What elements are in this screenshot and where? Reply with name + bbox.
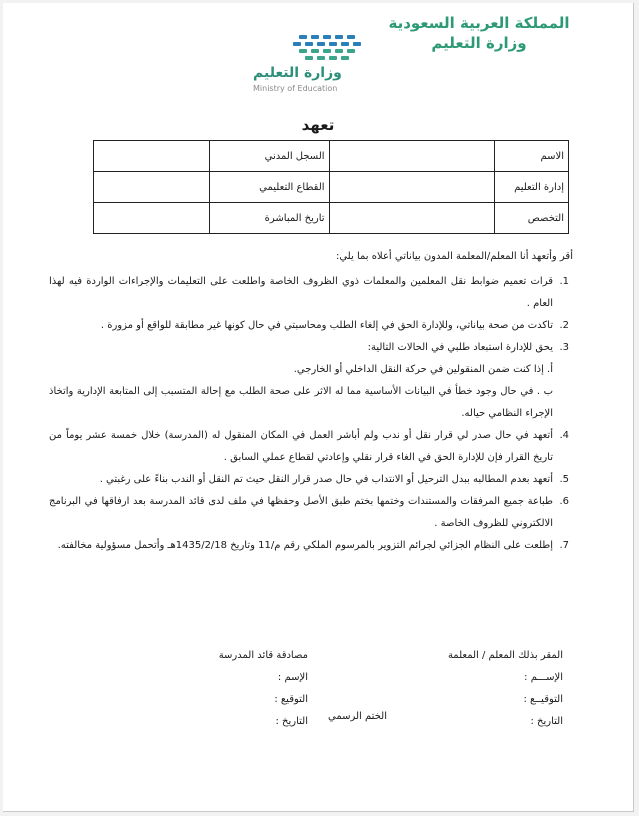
name-label: الاسم [494,141,568,172]
item-number: 7. [559,540,569,551]
principal-name-label: الإسم : [277,672,308,683]
item-number: 2. [559,320,569,331]
logo-dots-icon [239,29,381,65]
pledge-items [49,271,569,557]
list-item [49,469,569,491]
specialty-value[interactable] [329,203,494,234]
principal-date-label: التاريخ : [275,716,308,727]
edu-admin-label: إدارة التعليم [494,172,568,203]
principal-signature-block [178,645,308,733]
name-value[interactable] [329,141,494,172]
item-text: أتعهد بعدم المطالبه ببدل الترحيل أو الانتداب في حال صدر قرار النقل حيث تم النقل أو الندب بناءً على رغبتي . [99,474,553,485]
item-text: يحق للإدارة استبعاد طلبي في الحالات التالية: [367,342,553,353]
teacher-signature-label: التوقيــع : [523,694,563,705]
teacher-heading: المقر بذلك المعلم / المعلمة [447,650,563,661]
edu-admin-value[interactable] [329,172,494,203]
civil-record-label: السجل المدني [210,141,329,172]
kingdom-name: المملكة العربية السعودية [388,14,570,32]
principal-heading: مصادقة قائد المدرسة [218,650,308,661]
list-item [49,491,569,535]
teacher-signature-block [413,645,563,733]
official-seal-label: الختم الرسمي [328,711,387,722]
document-page [3,3,634,812]
table-row [94,141,569,172]
start-date-label: تاريخ المباشرة [210,203,329,234]
page-title: تعهد [301,116,335,134]
start-date-value[interactable] [94,203,210,234]
item-text: طباعة جميع المرفقات والمستندات وختمها بختم طبق الأصل وحفظها في ملف لدى قائد المدرسة بعد ارفاقها في البرنامج الالكتروني للظروف الخاصة . [49,496,553,529]
teacher-date-label: التاريخ : [530,716,563,727]
list-item [49,337,569,359]
edu-sector-value[interactable] [94,172,210,203]
kingdom-header [369,13,589,53]
ministry-name: وزارة التعليم [431,34,527,52]
item-text: إطلعت على النظام الجزائي لجرائم التزوير بالمرسوم الملكي رقم م/11 وتاريخ 1435/2/18هـ وأتحمل مسؤولية مخالفته. [57,540,553,551]
item-number: 5. [559,474,569,485]
teacher-name-label: الإســـم : [524,672,563,683]
table-row [94,203,569,234]
item-number: 3. [559,342,569,353]
logo-english-text: Ministry of Education [253,84,338,93]
sub-item-a: أ. إذا كنت ضمن المنقولين في حركة النقل الداخلي أو الخارجي. [293,364,553,375]
item-number: 6. [559,496,569,507]
table-row [94,172,569,203]
principal-signature-label: التوقيع : [274,694,308,705]
pledge-intro: أقر وأتعهد أنا المعلم/المعلمة المدون بياناتي أعلاه بما يلي: [335,251,573,262]
specialty-label: التخصص [494,203,568,234]
civil-record-value[interactable] [94,141,210,172]
teacher-info-table [93,140,569,234]
sub-item-b: ب . في حال وجود خطأ في البيانات الأساسية مما له الاثر على صحة الطلب مع إحالة المتسبب إلى المتابعة الإدارية واتخاذ الإجراء النظامي حياله. [49,386,553,419]
list-item [49,535,569,557]
logo-arabic-text: وزارة التعليم [253,65,342,81]
item-text: قرات تعميم ضوابط نقل المعلمين والمعلمات ذوي الظروف الخاصة واطلعت على التعليمات والإجراءات الواردة فيه لهذا العام . [49,276,553,309]
list-item [49,315,569,337]
item-number: 4. [559,430,569,441]
ministry-logo [239,29,381,97]
item-number: 1. [559,276,569,287]
edu-sector-label: القطاع التعليمي [210,172,329,203]
item-text: تاكدت من صحة بياناتي، وللإدارة الحق في إلغاء الطلب ومحاسبتي في حال كونها غير مطابقة للواقع أو مزورة . [100,320,553,331]
list-item [49,271,569,315]
item-text: أتعهد في حال صدر لي قرار نقل أو ندب ولم أباشر العمل في المكان المنقول له (المدرسة) خلال خمسة عشر يوماً من تاريخ القرار فإن للإدارة الحق في الغاء قرار نقلي وإعادتي لقطاع عملي السابق . [49,430,553,463]
list-item [49,425,569,469]
